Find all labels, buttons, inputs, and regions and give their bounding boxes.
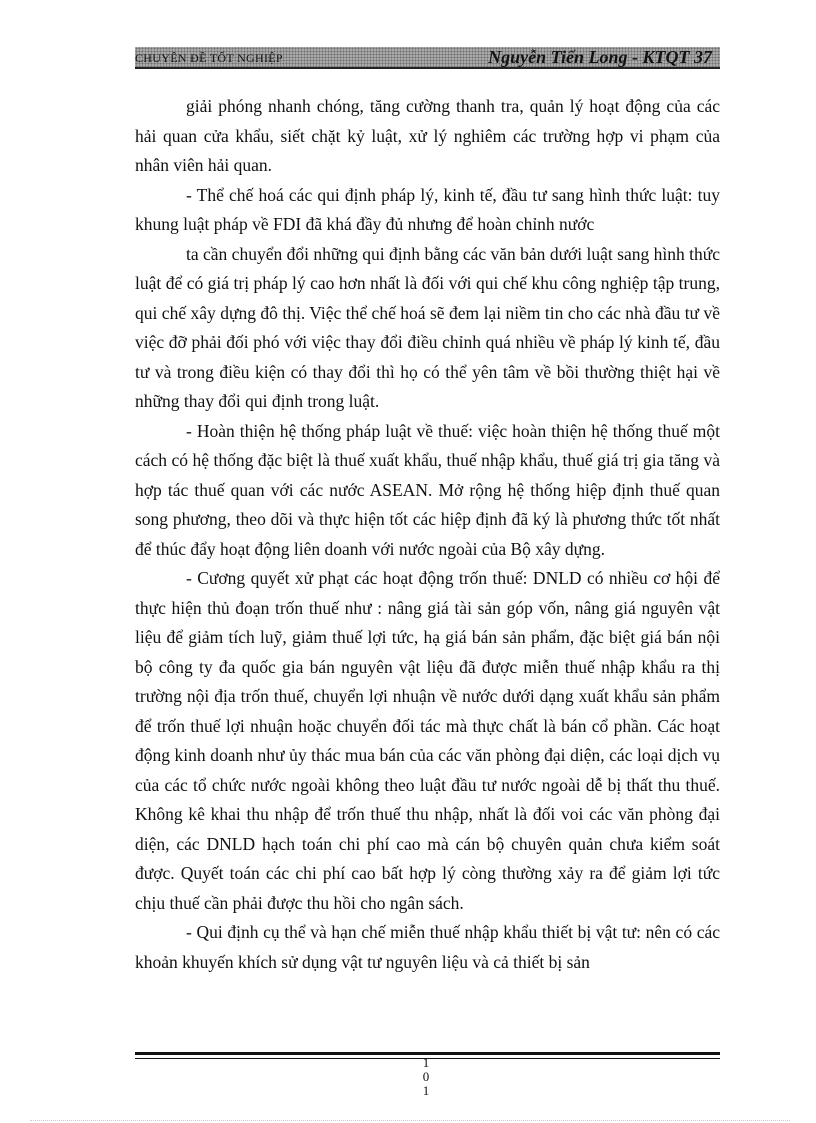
header-document-type: CHUYÊN ĐỀ TỐT NGHIỆP [135, 51, 283, 65]
paragraph-continuation: giải phóng nhanh chóng, tăng cường thanh tra, quản lý hoạt động của các hải quan cửa khẩu, siết chặt kỷ luật, xử lý nghiêm các trường hợp vi phạm của nhân viên hải quan. [135, 96, 720, 175]
paragraph-tax-law: - Hoàn thiện hệ thống pháp luật về thuế: việc hoàn thiện hệ thống thuế một cách có hệ thống đặc biệt là thuế xuất khẩu, thuế nhập khẩu, thuế giá trị gia tăng và hợp tác thuế quan với các nước ASEAN. Mở rộng hệ thống hiệp định thuế quan song phương, theo dõi và thực hiện tốt các hiệp định đã ký là phương thức tốt nhất để thúc đẩy hoạt động liên doanh với nước ngoài của Bộ xây dựng. [135, 420, 720, 559]
document-body [135, 92, 720, 977]
page-number [418, 1056, 434, 1098]
paragraph-legal-institutionalization-cont: ta cần chuyển đổi những qui định bằng các văn bản dưới luật sang hình thức luật để có giá trị pháp lý cao hơn nhất là đối với qui chế khu công nghiệp tập trung, qui chế xây dựng đô thị. Việc thể chế hoá sẽ đem lại niềm tin cho các nhà đầu tư về việc đỡ phải đối phó với việc thay đổi điều chỉnh quá nhiều về pháp lý kinh tế, đầu tư và trong điều kiện có thay đổi thì họ có thể yên tâm về bồi thường thiệt hại về những thay đổi qui định trong luật. [135, 243, 720, 411]
page-number-digit: 1 [422, 1083, 430, 1098]
page-edge [30, 1120, 790, 1121]
page-header [135, 47, 720, 69]
paragraph-import-exemption: - Qui định cụ thể và hạn chế miễn thuế nhập khẩu thiết bị vật tư: nên có các khoản khuyến khích sử dụng vật tư nguyên liệu và cả thiết bị sản [135, 922, 720, 972]
page-number-digit: 1 [422, 1055, 430, 1070]
header-author: Nguyễn Tiến Long - KTQT 37 [488, 47, 712, 67]
paragraph-tax-evasion: - Cương quyết xử phạt các hoạt động trốn thuế: DNLD có nhiều cơ hội để thực hiện thủ đoạn trốn thuế như : nâng giá tài sản góp vốn, nâng giá nguyên vật liệu để giảm tích luỹ, giảm thuế lợi tức, hạ giá bán sản phẩm, đặc biệt giá bán nội bộ công ty đa quốc gia bán nguyên vật liệu đã được miễn thuế nhập khẩu ra thị trường nội địa trốn thuế, chuyển lợi nhuận về nước dưới dạng xuất khẩu sản phẩm để trốn thuế lợi nhuận hoặc chuyển đối tác mà thực chất là bán cổ phần. Các hoạt động kinh doanh như ủy thác mua bán của các văn phòng đại diện, các loại dịch vụ của các tổ chức nước ngoài không theo luật đầu tư nước ngoài dễ bị thất thu thuế. Không kê khai thu nhập để trốn thuế thu nhập, nhất là đối voi các văn phòng đại diện, các DNLD hạch toán chi phí cao mà cán bộ chuyên quản chưa kiểm soát được. Quyết toán các chi phí cao bất hợp lý còng thường xảy ra để giảm lợi tức chịu thuế cần phải được thu hồi cho ngân sách. [135, 568, 720, 913]
page-number-digit: 0 [422, 1069, 430, 1084]
paragraph-legal-institutionalization: - Thể chế hoá các qui định pháp lý, kinh tế, đầu tư sang hình thức luật: tuy khung luật pháp về FDI đã khá đầy đủ nhưng để hoàn chỉnh nước [135, 184, 720, 234]
